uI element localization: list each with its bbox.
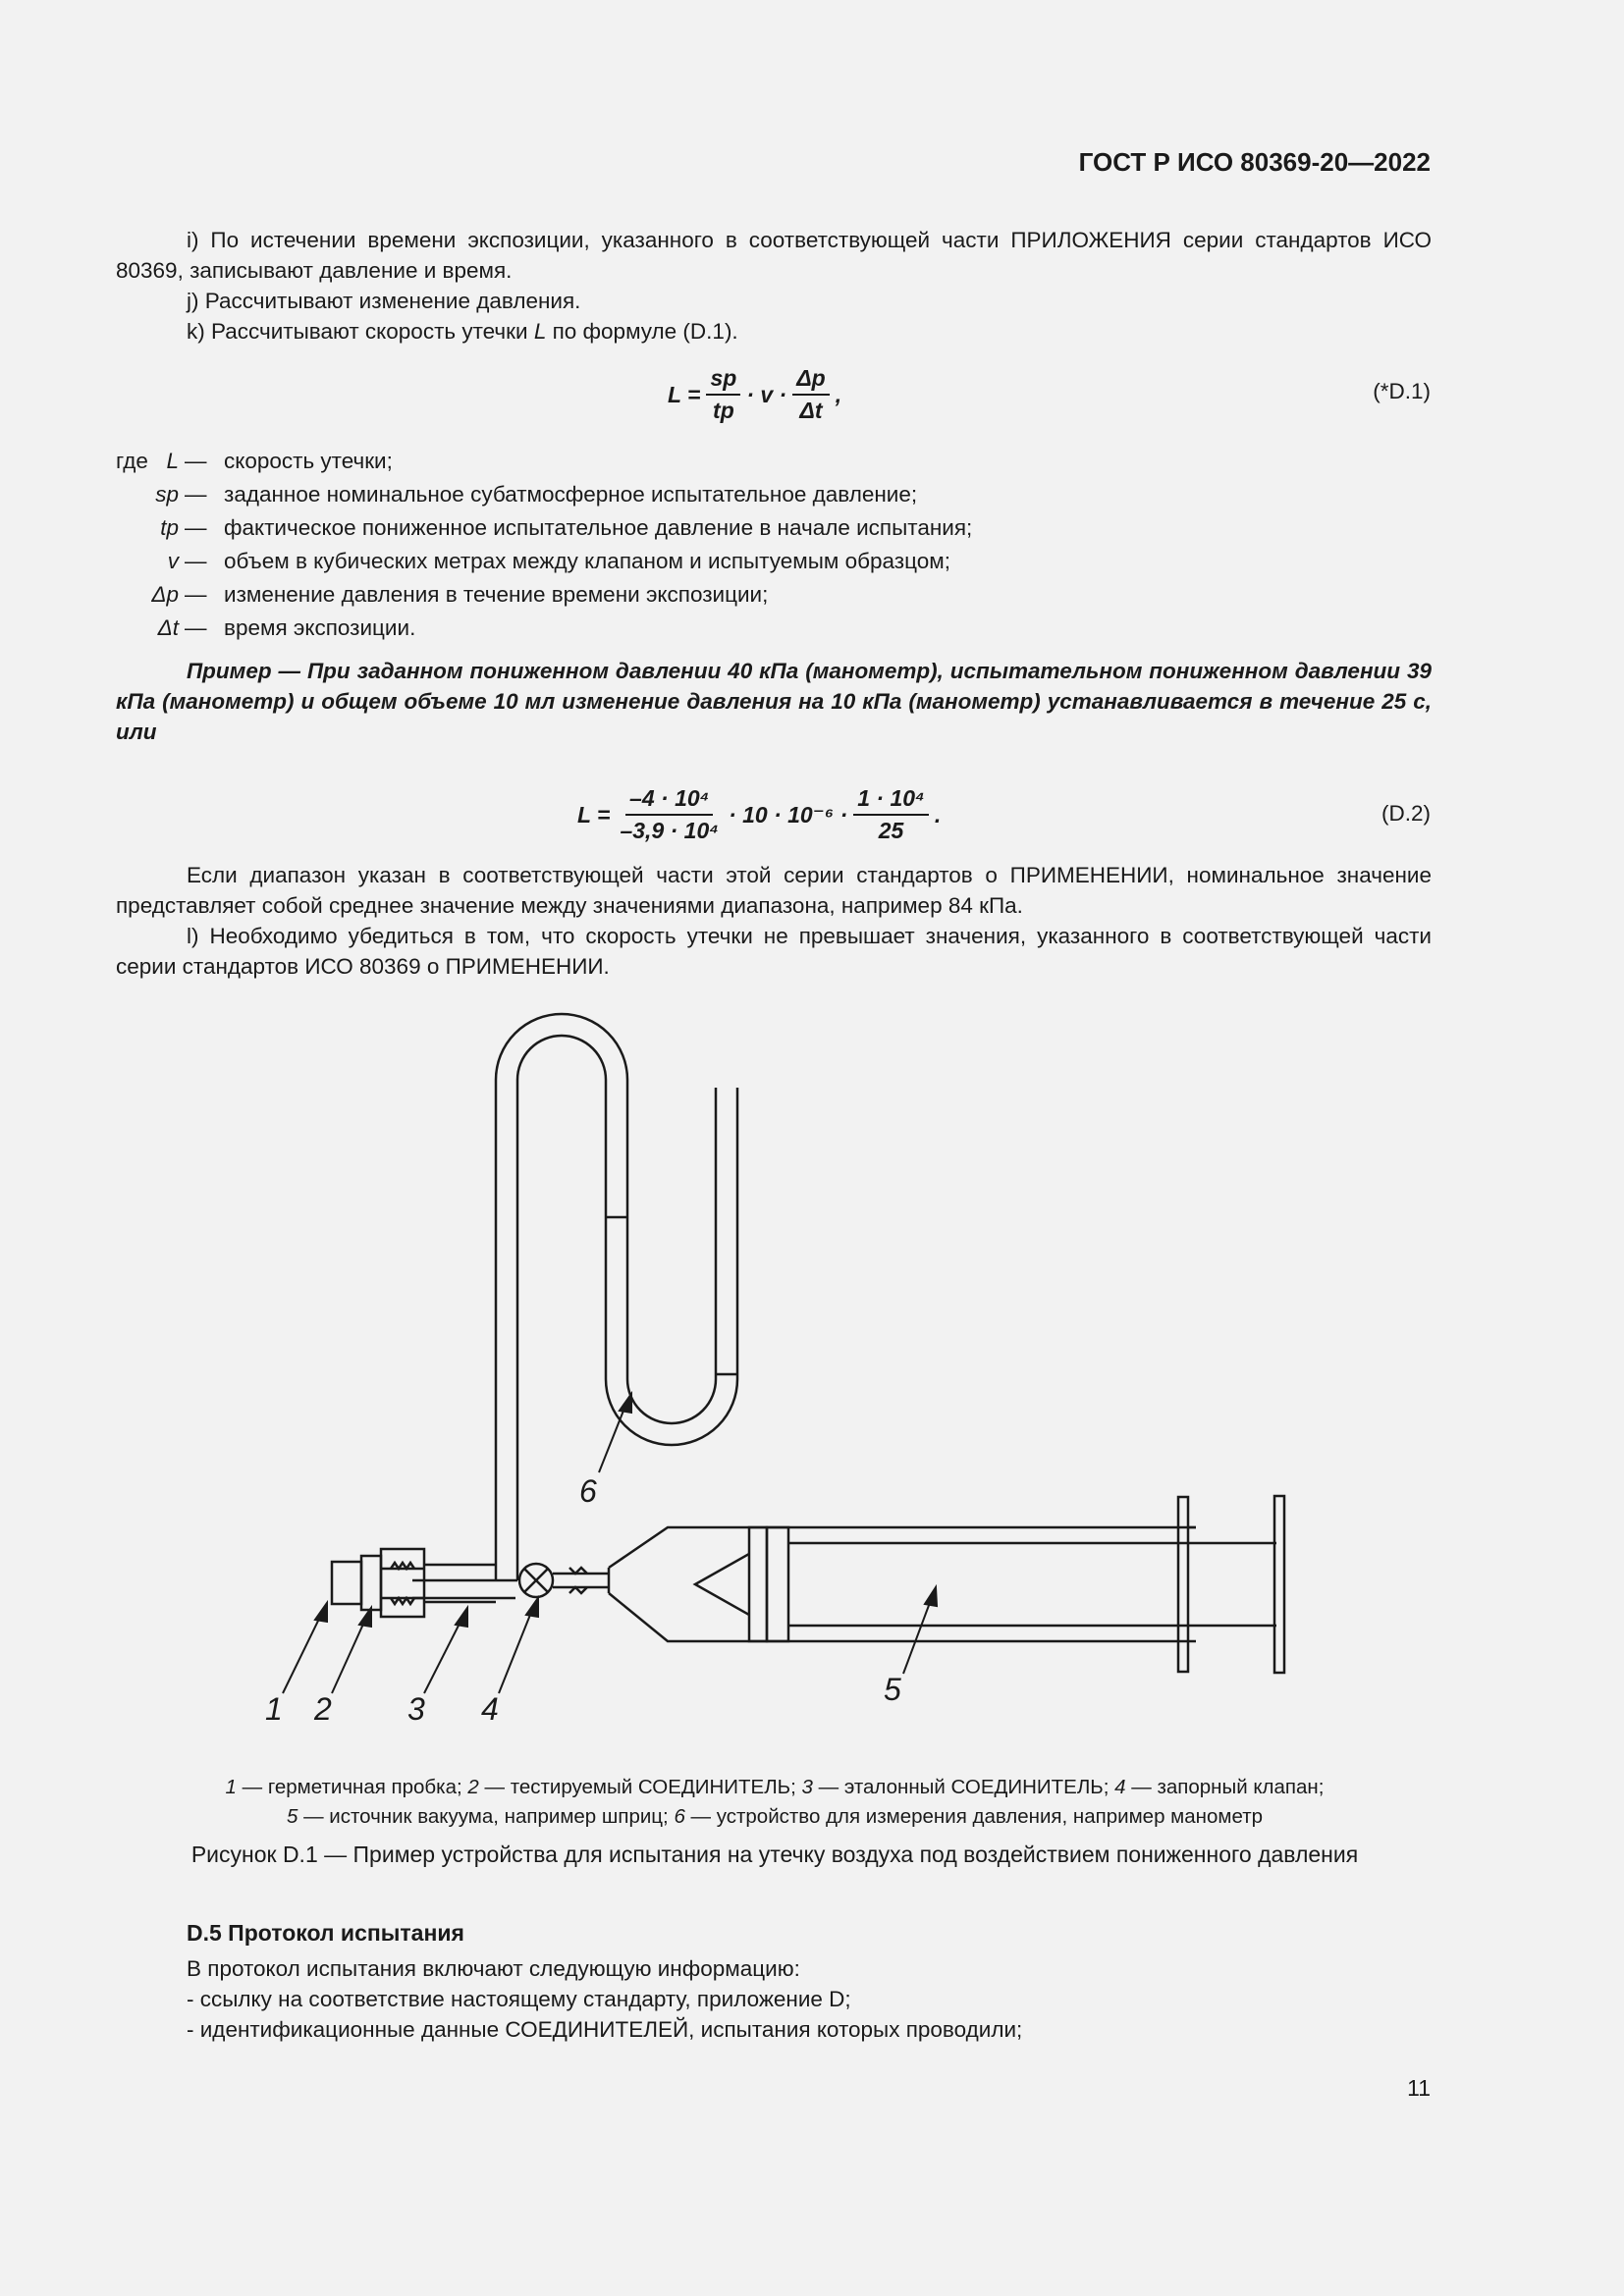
where-item-3 xyxy=(116,546,1000,576)
step-l: l) Необходимо убедиться в том, что скорость утечки не превышает значения, указанного в соответствующей части серии стандартов ИСО 80369 о ПРИМЕНЕНИИ. xyxy=(116,924,1432,979)
where-intro: где xyxy=(116,449,148,473)
where-symbol: L xyxy=(166,449,179,473)
formula-d2 xyxy=(577,785,941,844)
step-j: j) Рассчитывают изменение давления. xyxy=(187,289,581,313)
formula-d2-numerator-1: –4 · 10⁴ xyxy=(625,785,713,816)
section-line-2: - идентификационные данные СОЕДИНИТЕЛЕЙ, испытания которых проводили; xyxy=(187,2017,1023,2042)
step-k-text-end: по формуле (D.1). xyxy=(546,319,738,344)
formula-d2-fraction-1 xyxy=(616,785,723,844)
where-description: объем в кубических метрах между клапаном и испытуемым образцом; xyxy=(224,549,950,573)
formula-d2-end: . xyxy=(934,801,942,828)
formula-d2-denominator-1: –3,9 · 10⁴ xyxy=(620,818,720,843)
callout-2: 2 xyxy=(314,1691,332,1727)
callout-4: 4 xyxy=(481,1691,499,1727)
where-description: время экспозиции. xyxy=(224,615,416,640)
figure-d1-diagram xyxy=(0,982,1624,1747)
formula-d1 xyxy=(668,365,841,424)
step-i: i) По истечении времени экспозиции, указанного в соответствующей части ПРИЛОЖЕНИЯ серии стандартов ИСО 80369, записывают давление и время. xyxy=(116,228,1432,283)
where-dash: — xyxy=(185,515,207,540)
where-description: заданное номинальное субатмосферное испытательное давление; xyxy=(224,482,918,507)
formula-d2-numerator-2: 1 · 10⁴ xyxy=(853,785,929,816)
where-description: изменение давления в течение времени экспозиции; xyxy=(224,582,769,607)
section-heading: D.5 Протокол испытания xyxy=(187,1920,464,1946)
range-paragraph: Если диапазон указан в соответствующей части этой серии стандартов о ПРИМЕНЕНИИ, номинальное значение представляет собой среднее значение между значениями диапазона, например 84 кПа. xyxy=(116,863,1432,918)
standard-header: ГОСТ Р ИСО 80369-20—2022 xyxy=(1078,147,1431,177)
callout-1: 1 xyxy=(265,1691,283,1727)
formula-d2-denominator-2: 25 xyxy=(878,818,904,843)
formula-d1-numerator-2: Δp xyxy=(792,365,830,396)
figure-title: Рисунок D.1 — Пример устройства для испытания на утечку воздуха под воздействием пониженного давления xyxy=(190,1842,1359,1867)
formula-d1-number: (*D.1) xyxy=(1373,379,1431,403)
where-symbol: sp xyxy=(155,482,179,507)
where-symbol: Δt xyxy=(157,615,179,640)
step-k-text: k) Рассчитывают скорость утечки xyxy=(187,319,534,344)
section-line-1: - ссылку на соответствие настоящему стандарту, приложение D; xyxy=(187,1987,851,2011)
figure-legend-line-2: 5 — источник вакуума, например шприц; 6 — устройство для измерения давления, например манометр xyxy=(287,1805,1263,1828)
formula-d1-end: , xyxy=(835,381,842,407)
formula-d1-lhs: L = xyxy=(668,381,701,407)
step-k xyxy=(116,316,1432,347)
formula-d1-denominator-2: Δt xyxy=(799,398,823,423)
where-item-2 xyxy=(116,512,1000,543)
callout-5: 5 xyxy=(884,1672,901,1707)
callout-6: 6 xyxy=(579,1473,597,1509)
where-dash: — xyxy=(185,449,207,473)
where-symbol: Δp xyxy=(151,582,179,607)
formula-d1-fraction-1 xyxy=(706,365,740,424)
where-description: скорость утечки; xyxy=(224,449,393,473)
formula-d2-middle: · 10 · 10⁻⁶ · xyxy=(729,801,848,828)
where-dash: — xyxy=(185,482,207,507)
formula-d2-fraction-2 xyxy=(853,785,929,844)
where-dash: — xyxy=(185,549,207,573)
where-dash: — xyxy=(185,615,207,640)
formula-d2-number: (D.2) xyxy=(1381,801,1431,826)
formula-d1-numerator-1: sp xyxy=(706,365,740,396)
callout-3: 3 xyxy=(407,1691,425,1727)
formula-d1-fraction-2 xyxy=(792,365,830,424)
page-number: 11 xyxy=(1407,2075,1431,2101)
section-line-0: В протокол испытания включают следующую информацию: xyxy=(187,1956,800,1981)
step-k-symbol: L xyxy=(533,319,547,344)
figure-legend-line-1: 1 — герметичная пробка; 2 — тестируемый СОЕДИНИТЕЛЬ; 3 — эталонный СОЕДИНИТЕЛЬ; 4 — запорный клапан; xyxy=(225,1776,1325,1798)
formula-d1-middle: · v · xyxy=(746,381,787,407)
where-item-5 xyxy=(116,613,1000,643)
formula-d2-lhs: L = xyxy=(577,801,611,828)
where-item-1 xyxy=(116,479,1000,509)
where-description: фактическое пониженное испытательное давление в начале испытания; xyxy=(224,515,973,540)
where-item-0 xyxy=(116,446,1000,476)
where-dash: — xyxy=(185,582,207,607)
where-symbol: tp xyxy=(160,515,179,540)
example-paragraph: Пример — При заданном пониженном давлении 40 кПа (манометр), испытательном пониженном давлении 39 кПа (манометр) и общем объеме 10 мл изменение давления на 10 кПа (манометр) устанавливается в течение 25 с, или xyxy=(116,659,1432,744)
where-item-4 xyxy=(116,579,1000,610)
formula-d1-denominator-1: tp xyxy=(713,398,734,423)
where-symbol: v xyxy=(167,549,179,573)
